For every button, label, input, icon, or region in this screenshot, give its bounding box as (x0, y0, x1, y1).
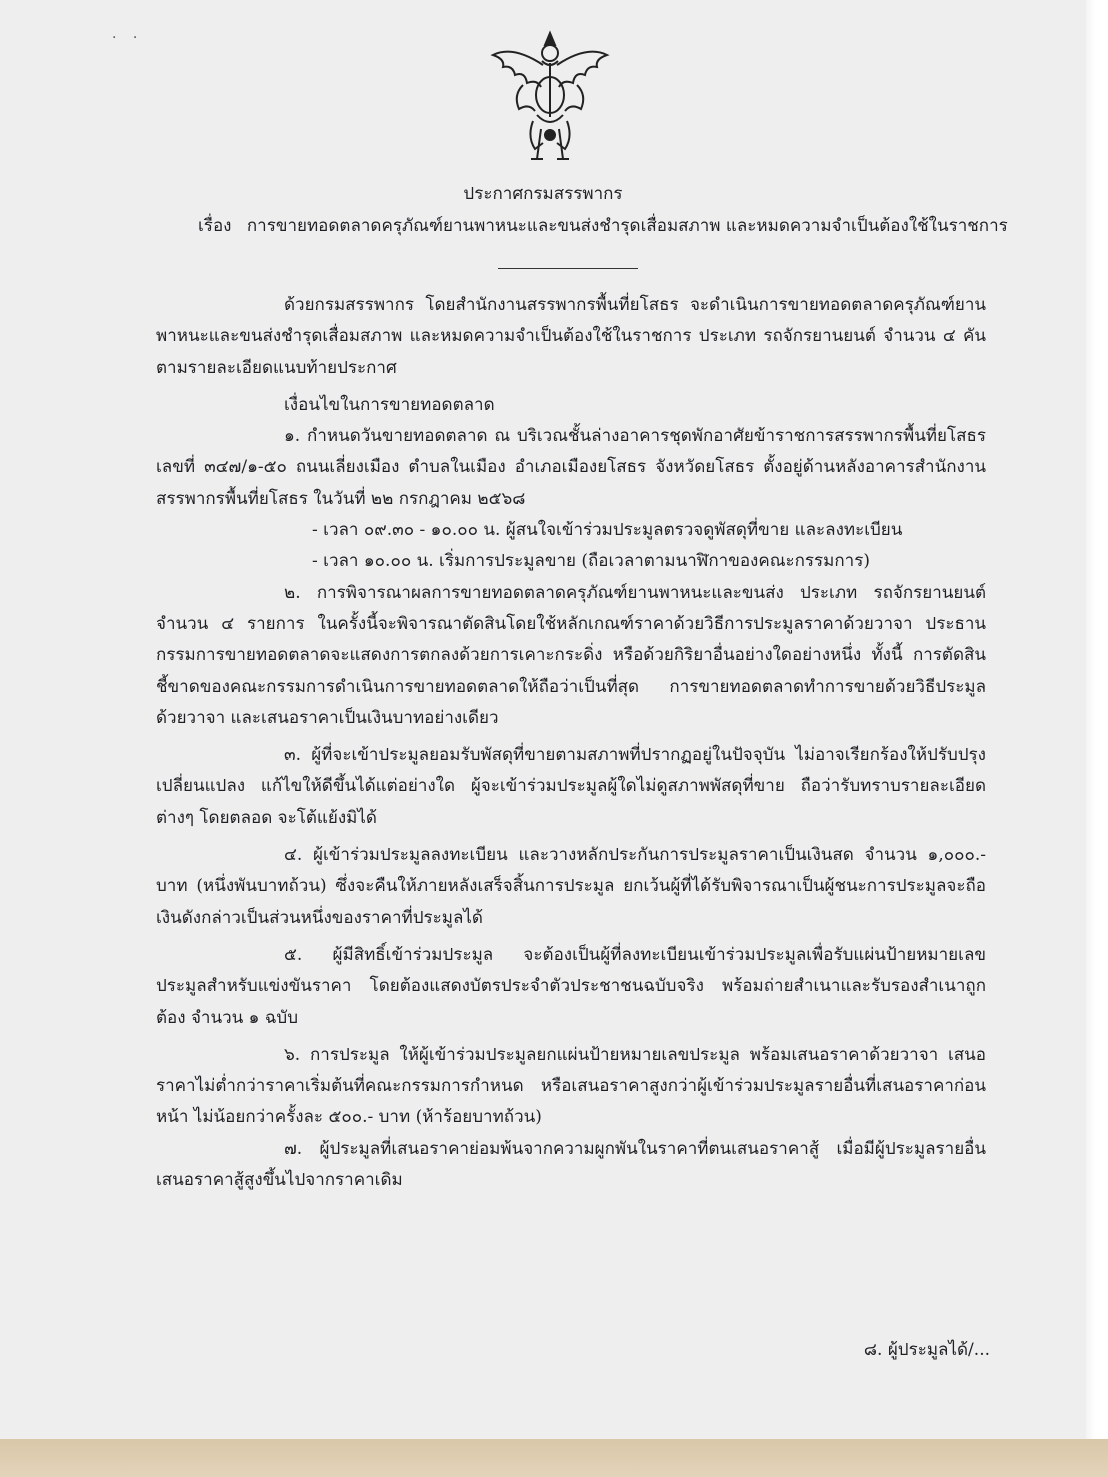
item-text: กำหนดวันขายทอดตลาด ณ บริเวณชั้นล่างอาคารชุดพักอาศัยข้าราชการสรรพากรพื้นที่ยโสธร เลขที่ ๓๔๗/๑-๕๐ ถนนเลี่ยงเมือง ตำบลในเมือง อำเภอเมืองยโสธร จังหวัดยโสธร ตั้งอยู่ด้านหลังอาคารสำนักงานสรรพากรพื้นที่ยโสธร ในวันที่ ๒๒ กรกฎาคม ๒๕๖๘ (156, 426, 986, 509)
item-number: ๗. (284, 1138, 303, 1159)
subject-label: เรื่อง (198, 216, 232, 236)
item-number: ๓. (284, 745, 302, 766)
condition-item (156, 1134, 986, 1197)
desk-surface (0, 1439, 1108, 1477)
condition-item (156, 578, 986, 734)
item-text: ผู้ที่จะเข้าประมูลยอมรับพัสดุที่ขายตามสภาพที่ปรากฏอยู่ในปัจจุบัน ไม่อาจเรียกร้องให้ปรับปรุงเปลี่ยนแปลง แก้ไขให้ดีขึ้นได้แต่อย่างใด ผู้จะเข้าร่วมประมูลผู้ใดไม่ดูสภาพพัสดุที่ขาย ถือว่ารับทราบรายละเอียดต่างๆ โดยตลอด จะโต้แย้งมิได้ (156, 745, 986, 828)
announcement-body (156, 290, 986, 1196)
announcement-title: ประกาศกรมสรรพากร (463, 184, 623, 204)
item-text: การพิจารณาผลการขายทอดตลาดครุภัณฑ์ยานพาหนะและขนส่ง ประเภท รถจักรยานยนต์ จำนวน ๔ รายการ ในครั้งนี้จะพิจารณาตัดสินโดยใช้หลักเกณฑ์ราคาด้วยวิธีการประมูลราคาด้วยวาจา ประธานกรรมการขายทอดตลาดจะแสดงการตกลงด้วยการเคาะกระดิ่ง หรือด้วยกิริยาอื่นอย่างใดอย่างหนึ่ง ทั้งนี้ การตัดสินชี้ขาดของคณะกรรมการดำเนินการขายทอดตลาดให้ถือว่าเป็นที่สุด การขายทอดตลาดทำการขายด้วยวิธีประมูลด้วยวาจา และเสนอราคาเป็นเงินบาทอย่างเดียว (156, 582, 987, 728)
schedule-line: - เวลา ๑๐.๐๐ น. เริ่มการประมูลขาย (ถือเวลาตามนาฬิกาของคณะกรรมการ) (312, 551, 870, 572)
condition-item (156, 940, 986, 1034)
paper-edge (1086, 0, 1108, 1477)
page-continuation: ๘. ผู้ประมูลได้/... (863, 1340, 990, 1360)
conditions-heading: เงื่อนไขในการขายทอดตลาด (284, 394, 495, 415)
condition-item (156, 840, 986, 934)
title-divider (498, 268, 638, 269)
subject-text: การขายทอดตลาดครุภัณฑ์ยานพาหนะและขนส่งชำรุดเสื่อมสภาพ และหมดความจำเป็นต้องใช้ในราชการ (246, 216, 1008, 236)
garuda-emblem-icon (483, 25, 617, 165)
item-text: ผู้เข้าร่วมประมูลลงทะเบียน และวางหลักประกันการประมูลราคาเป็นเงินสด จำนวน ๑,๐๐๐.- บาท (หนึ่งพันบาทถ้วน) ซึ่งจะคืนให้ภายหลังเสร็จสิ้นการประมูล ยกเว้นผู้ที่ได้รับพิจารณาเป็นผู้ชนะการประมูลจะถือเงินดังกล่าวเป็นส่วนหนึ่งของราคาที่ประมูลได้ (156, 845, 987, 928)
item-text: ผู้ประมูลที่เสนอราคาย่อมพ้นจากความผูกพันในราคาที่ตนเสนอราคาสู้ เมื่อมีผู้ประมูลรายอื่นเสนอราคาสู้สูงขึ้นไปจากราคาเดิม (156, 1138, 986, 1191)
item-number: ๒. (284, 582, 301, 603)
item-number: ๕. (284, 944, 303, 965)
item-number: ๖. (284, 1044, 301, 1065)
scan-marks: · · (112, 30, 144, 46)
item-number: ๑. (284, 426, 301, 447)
condition-item (156, 1040, 986, 1134)
item-number: ๔. (284, 845, 303, 866)
intro-paragraph: ด้วยกรมสรรพากร โดยสำนักงานสรรพากรพื้นที่ยโสธร จะดำเนินการขายทอดตลาดครุภัณฑ์ยานพาหนะและขนส่งชำรุดเสื่อมสภาพ และหมดความจำเป็นต้องใช้ในราชการ ประเภท รถจักรยานยนต์ จำนวน ๔ คัน ตามรายละเอียดแนบท้ายประกาศ (156, 295, 986, 378)
subject-line (198, 212, 1058, 239)
item-text: ผู้มีสิทธิ์เข้าร่วมประมูล จะต้องเป็นผู้ที่ลงทะเบียนเข้าร่วมประมูลเพื่อรับแผ่นป้ายหมายเลขประมูลสำหรับแข่งขันราคา โดยต้องแสดงบัตรประจำตัวประชาชนฉบับจริง พร้อมถ่ายสำเนาและรับรองสำเนาถูกต้อง จำนวน ๑ ฉบับ (156, 944, 986, 1028)
schedule-line: - เวลา ๐๙.๓๐ - ๑๐.๐๐ น. ผู้สนใจเข้าร่วมประมูลตรวจดูพัสดุที่ขาย และลงทะเบียน (312, 520, 903, 541)
condition-item (156, 421, 986, 515)
condition-item (156, 740, 986, 834)
item-text: การประมูล ให้ผู้เข้าร่วมประมูลยกแผ่นป้ายหมายเลขประมูล พร้อมเสนอราคาด้วยวาจา เสนอราคาไม่ต่ำกว่าราคาเริ่มต้นที่คณะกรรมการกำหนด หรือเสนอราคาสูงกว่าผู้เข้าร่วมประมูลรายอื่นที่เสนอราคาก่อนหน้า ไม่น้อยกว่าครั้งละ ๕๐๐.- บาท (ห้าร้อยบาทถ้วน) (156, 1044, 986, 1128)
